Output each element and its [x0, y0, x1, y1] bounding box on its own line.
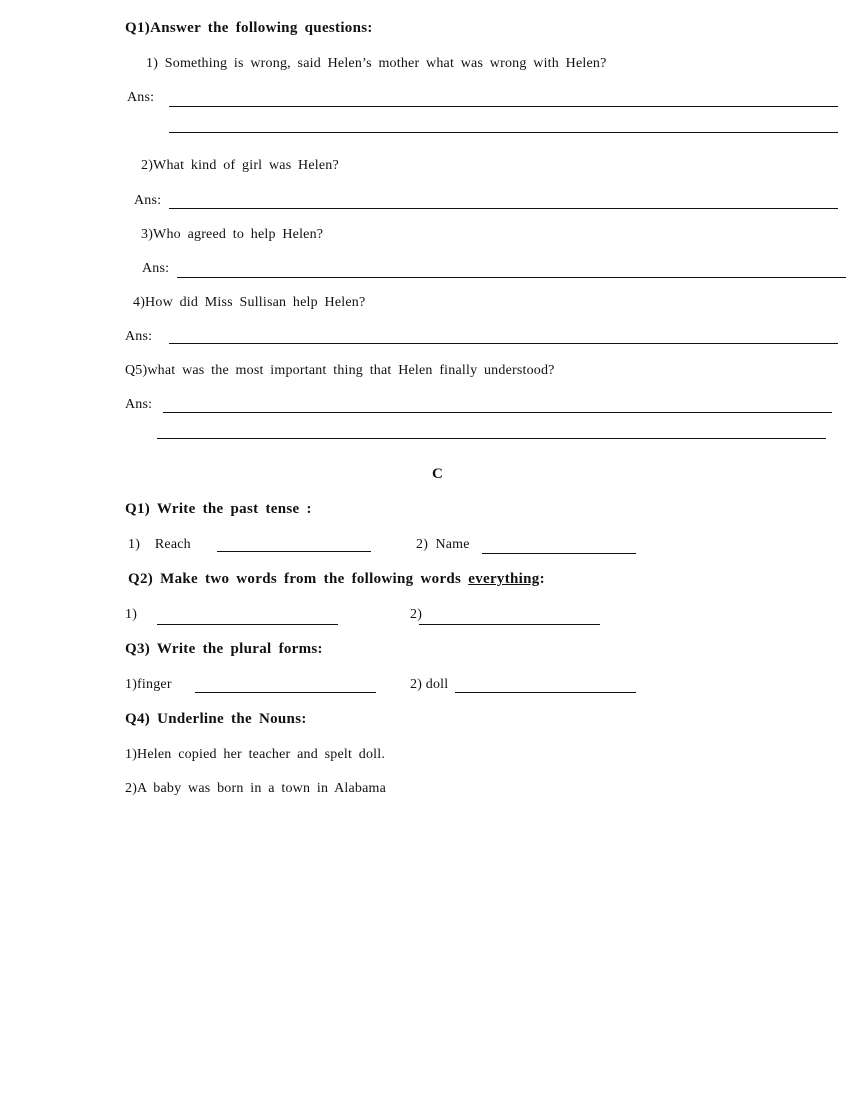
answer-label: Ans: [134, 193, 162, 208]
section-c-title: C [432, 466, 444, 482]
question-4: 4)How did Miss Sullisan help Helen? [133, 295, 366, 310]
make-words-heading-text: Q2) Make two words from the following words [128, 571, 469, 587]
question-2: 2)What kind of girl was Helen? [141, 158, 339, 173]
answer-line[interactable] [163, 412, 832, 413]
answer-label: Ans: [125, 397, 153, 412]
section-a-heading: Q1)Answer the following questions: [125, 20, 373, 36]
answer-line[interactable] [195, 692, 376, 693]
answer-label: Ans: [142, 261, 170, 276]
answer-line[interactable] [217, 551, 371, 552]
make-words-keyword: everything [468, 571, 540, 587]
answer-line[interactable] [169, 343, 838, 344]
answer-line[interactable] [419, 624, 600, 625]
nouns-sentence-2: 2)A baby was born in a town in Alabama [125, 781, 387, 796]
make-words-colon: : [539, 571, 545, 587]
answer-line[interactable] [169, 106, 838, 107]
answer-line[interactable] [169, 132, 838, 133]
make-words-item-1: 1) [125, 607, 138, 622]
plural-item-finger: 1)finger [125, 677, 172, 692]
make-words-item-2: 2) [410, 607, 423, 622]
answer-line[interactable] [177, 277, 846, 278]
answer-label: Ans: [127, 90, 155, 105]
plural-item-doll: 2) doll [410, 677, 449, 692]
answer-label: Ans: [125, 329, 153, 344]
past-tense-heading: Q1) Write the past tense : [125, 501, 312, 517]
answer-line[interactable] [482, 553, 636, 554]
question-5: Q5)what was the most important thing that Helen finally understood? [125, 363, 555, 378]
answer-line[interactable] [169, 208, 838, 209]
past-tense-item-reach: 1) Reach [128, 537, 191, 552]
underline-nouns-heading: Q4) Underline the Nouns: [125, 711, 307, 727]
nouns-sentence-1: 1)Helen copied her teacher and spelt doll. [125, 747, 386, 762]
answer-line[interactable] [157, 624, 338, 625]
question-1: 1) Something is wrong, said Helen’s mother what was wrong with Helen? [146, 56, 607, 71]
plural-forms-heading: Q3) Write the plural forms: [125, 641, 323, 657]
answer-line[interactable] [455, 692, 636, 693]
make-words-heading [128, 571, 545, 587]
question-3: 3)Who agreed to help Helen? [141, 227, 324, 242]
past-tense-item-name: 2) Name [416, 537, 470, 552]
answer-line[interactable] [157, 438, 826, 439]
